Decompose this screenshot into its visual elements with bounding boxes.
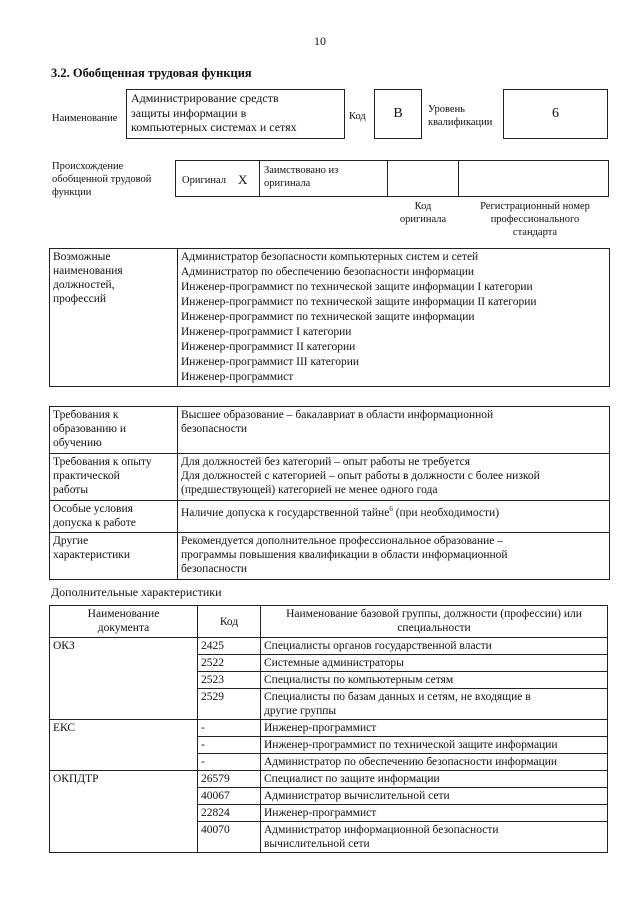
code-cell: 40067 [198,788,261,805]
name-value-line: защиты информации в [131,105,247,120]
position-item: Инженер-программист по технической защите информации II категории [181,296,537,308]
requirement-value-line: программы повышения квалификации в области информационной [181,549,508,561]
borrowed-label-line: оригинала [264,178,311,189]
page-number: 10 [314,34,326,48]
requirement-label-line: работы [53,484,89,496]
name-label: Наименование [52,113,118,124]
position-item: Инженер-программист II категории [181,341,356,353]
name-value-line: компьютерных системах и сетях [131,120,297,134]
requirement-value [178,407,610,454]
requirement-label [50,533,178,580]
origin-label-line: Происхождение [52,161,124,172]
name-cell: Администратор по обеспечению безопасности информации [261,754,608,771]
name-cell: Администратор вычислительной сети [261,788,608,805]
requirement-label-line: допуска к работе [53,517,136,529]
name-cell: Специалист по защите информации [261,771,608,788]
code-caption [387,200,459,226]
level-label [428,103,492,129]
requirement-label-line: Требования к опыту [53,456,152,468]
position-item: Инженер-программист по технической защите информации [181,311,475,323]
requirement-value-text: (при необходимости) [395,506,500,519]
code-label: Код [349,111,366,122]
requirement-label-line: Особые условия [53,503,133,515]
name-cell-line: вычислительной сети [264,838,370,850]
requirement-value-line [181,502,606,520]
name-cell: Системные администраторы [261,655,608,672]
positions-label [50,249,178,387]
level-label-line: Уровень [428,104,465,115]
position-item: Инженер-программист [181,371,294,383]
requirement-value [178,501,610,533]
header-doc [50,606,198,638]
positions-table [49,248,610,387]
code-cell: - [198,754,261,771]
header-doc-line: документа [97,622,150,634]
doc-cell: ОКЗ [50,638,198,720]
level-label-line: квалификации [428,117,493,128]
additional-header-row [50,606,608,638]
requirement-label-line: образованию и [53,423,126,435]
name-cell: Инженер-программист по технической защите информации [261,737,608,754]
header-code: Код [198,606,261,638]
code-cell: 2522 [198,655,261,672]
positions-label-line: Возможные [53,251,111,263]
borrowed-label-line: Заимствовано из [264,165,339,176]
section-title: 3.2. Обобщенная трудовая функция [51,66,252,80]
position-item: Администратор по обеспечению безопасности информации [181,266,475,278]
requirements-row [50,454,610,501]
origin-label-line: обобщенной трудовой [52,174,152,185]
requirement-label-line: Требования к [53,409,119,421]
origin-label [52,160,151,199]
code-cell: - [198,737,261,754]
code-cell: 26579 [198,771,261,788]
requirement-label [50,407,178,454]
requirements-table [49,406,610,580]
reg-caption-line: стандарта [512,227,558,238]
reg-caption-line: профессионального [490,214,580,225]
requirement-label-line: обучению [53,437,102,449]
name-cell: Специалисты органов государственной власти [261,638,608,655]
position-item: Инженер-программист I категории [181,326,352,338]
reg-caption [460,200,610,239]
additional-title: Дополнительные характеристики [51,585,222,599]
position-item: Администратор безопасности компьютерных систем и сетей [181,251,479,263]
origin-code-cell [387,160,459,197]
code-cell: 2529 [198,689,261,720]
requirement-label-line: характеристики [53,549,131,561]
requirement-value [178,454,610,501]
header-name [261,606,608,638]
additional-table [49,605,608,853]
original-mark: X [238,172,248,187]
requirement-value-line: Для должностей с категорией – опыт работы в должности с более низкой [181,470,540,482]
requirement-value [178,533,610,580]
positions-row [50,249,610,387]
name-value-box [126,89,345,139]
requirement-label [50,501,178,533]
name-cell [261,822,608,853]
origin-label-line: функции [52,187,92,198]
requirement-label [50,454,178,501]
code-caption-line: оригинала [399,214,447,225]
name-cell: Инженер-программист [261,720,608,737]
requirement-value-line: Рекомендуется дополнительное профессиональное образование – [181,535,504,547]
requirement-value-text: Наличие допуска к государственной тайне [181,506,390,519]
positions-label-line: профессий [53,293,107,305]
requirement-value-line: Для должностей без категорий – опыт работы не требуется [181,456,471,468]
reg-caption-line: Регистрационный номер [480,201,590,212]
footnote-mark: 6 [389,505,393,513]
name-cell-line: другие группы [264,705,337,717]
positions-label-line: наименования [53,265,123,277]
position-item: Инженер-программист III категории [181,356,360,368]
requirement-label-line: практической [53,470,120,482]
requirements-row [50,501,610,533]
requirement-value-line: безопасности [181,563,248,575]
table-row [50,638,608,655]
requirement-label-line: Другие [53,535,89,547]
code-caption-line: Код [414,201,432,212]
code-cell: 2425 [198,638,261,655]
level-value: 6 [503,89,608,139]
table-row [50,720,608,737]
name-cell: Специалисты по компьютерным сетям [261,672,608,689]
name-cell: Инженер-программист [261,805,608,822]
table-row [50,771,608,788]
code-value: B [374,89,422,139]
requirement-value-line: (предшествующей) категорией не менее одного года [181,484,438,496]
code-cell: 22824 [198,805,261,822]
positions-label-line: должностей, [53,279,115,291]
requirement-value-line: безопасности [181,423,248,435]
requirements-row [50,533,610,580]
doc-cell: ОКПДТР [50,771,198,853]
header-name-line: Наименование базовой группы, должности (профессии) или [286,608,582,620]
borrowed-cell [259,160,388,197]
original-label: Оригинал [182,175,226,186]
code-cell: 40070 [198,822,261,853]
header-name-line: специальности [397,622,471,634]
name-cell-line: Администратор информационной безопасности [264,824,499,836]
origin-reg-cell [458,160,609,197]
original-cell [175,160,260,197]
requirement-value-line: Высшее образование – бакалавриат в области информационной [181,409,494,421]
requirements-row [50,407,610,454]
code-cell: - [198,720,261,737]
name-value-line: Администрирование средств [131,91,279,105]
doc-cell: ЕКС [50,720,198,771]
name-cell [261,689,608,720]
positions-list [178,249,610,387]
name-cell-line: Специалисты по базам данных и сетям, не входящие в [264,691,531,703]
header-doc-line: Наименование [87,608,160,620]
code-cell: 2523 [198,672,261,689]
position-item: Инженер-программист по технической защите информации I категории [181,281,533,293]
